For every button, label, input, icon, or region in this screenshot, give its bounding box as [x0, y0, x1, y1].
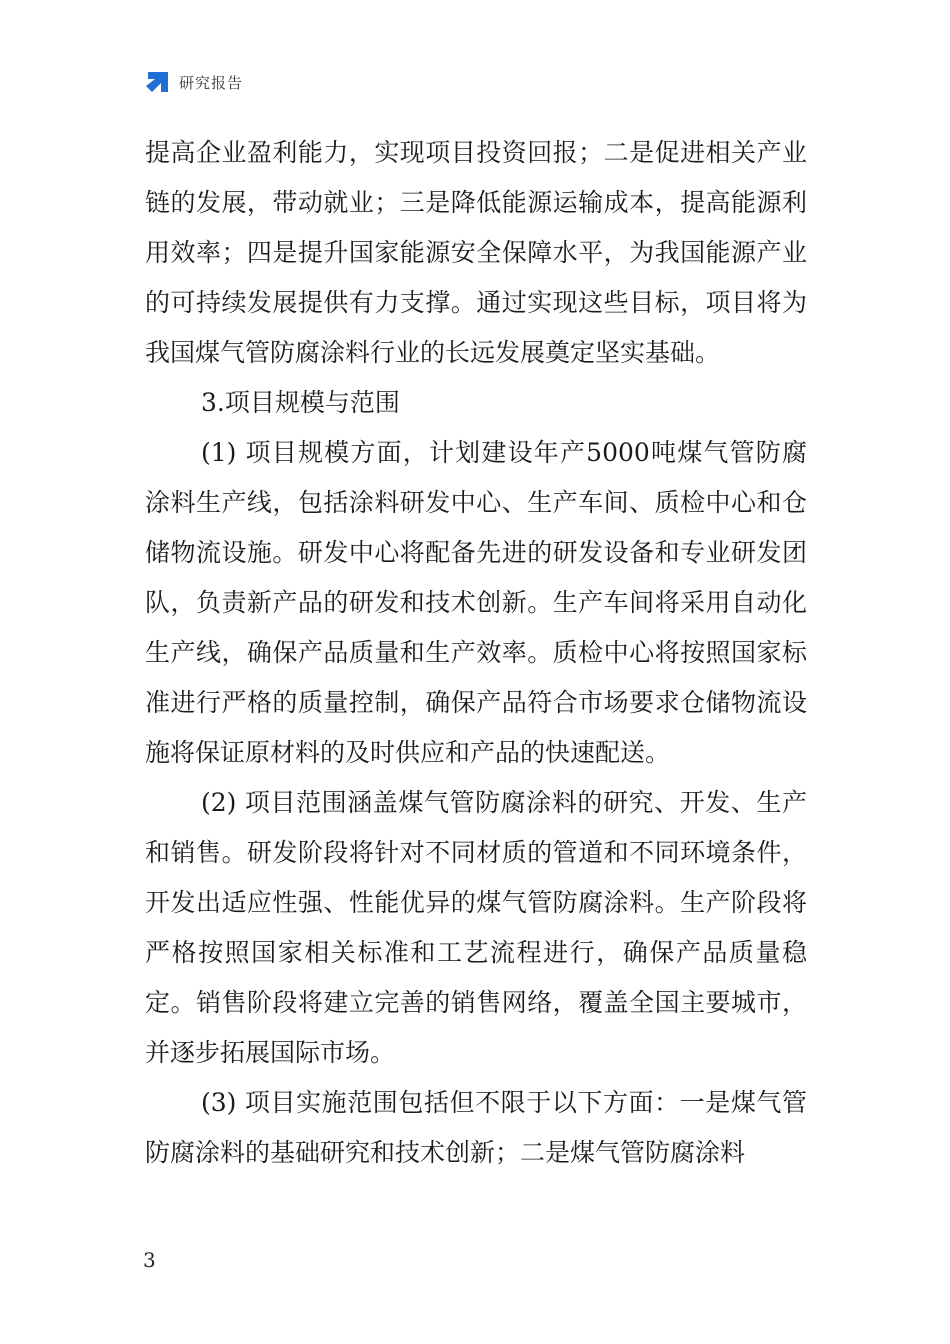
paragraph-scope: (2) 项目范围涵盖煤气管防腐涂料的研究、开发、生产和销售。研发阶段将针对不同材质的管道和不同环境条件，开发出适应性强、性能优异的煤气管防腐涂料。生产阶段将严格按照国家相关标准和工艺流程进行，确保产品质量稳定。销售阶段将建立完善的销售网络，覆盖全国主要城市，并逐步拓展国际市场。	[145, 788, 807, 1067]
paragraph-scale: (1) 项目规模方面，计划建设年产5000吨煤气管防腐涂料生产线，包括涂料研发中心、生产车间、质检中心和仓储物流设施。研发中心将配备先进的研发设备和专业研发团队，负责新产品的研发和技术创新。生产车间将采用自动化生产线，确保产品质量和生产效率。质检中心将按照国家标准进行严格的质量控制，确保产品符合市场要求仓储物流设施将保证原材料的及时供应和产品的快速配送。	[145, 438, 807, 767]
document-body	[145, 128, 807, 1178]
section-heading: 3.项目规模与范围	[201, 388, 400, 417]
header-title: 研究报告	[179, 73, 244, 92]
page-header	[145, 68, 243, 96]
paragraph-continuation: 提高企业盈利能力，实现项目投资回报；二是促进相关产业链的发展，带动就业；三是降低能源运输成本，提高能源利用效率；四是提升国家能源安全保障水平，为我国能源产业的可持续发展提供有力支撑。通过实现这些目标，项目将为我国煤气管防腐涂料行业的长远发展奠定坚实基础。	[145, 138, 807, 367]
arrow-up-right-icon	[145, 69, 171, 95]
page-number: 3	[143, 1248, 156, 1272]
paragraph-implementation: (3) 项目实施范围包括但不限于以下方面：一是煤气管防腐涂料的基础研究和技术创新；二是煤气管防腐涂料	[145, 1088, 807, 1167]
